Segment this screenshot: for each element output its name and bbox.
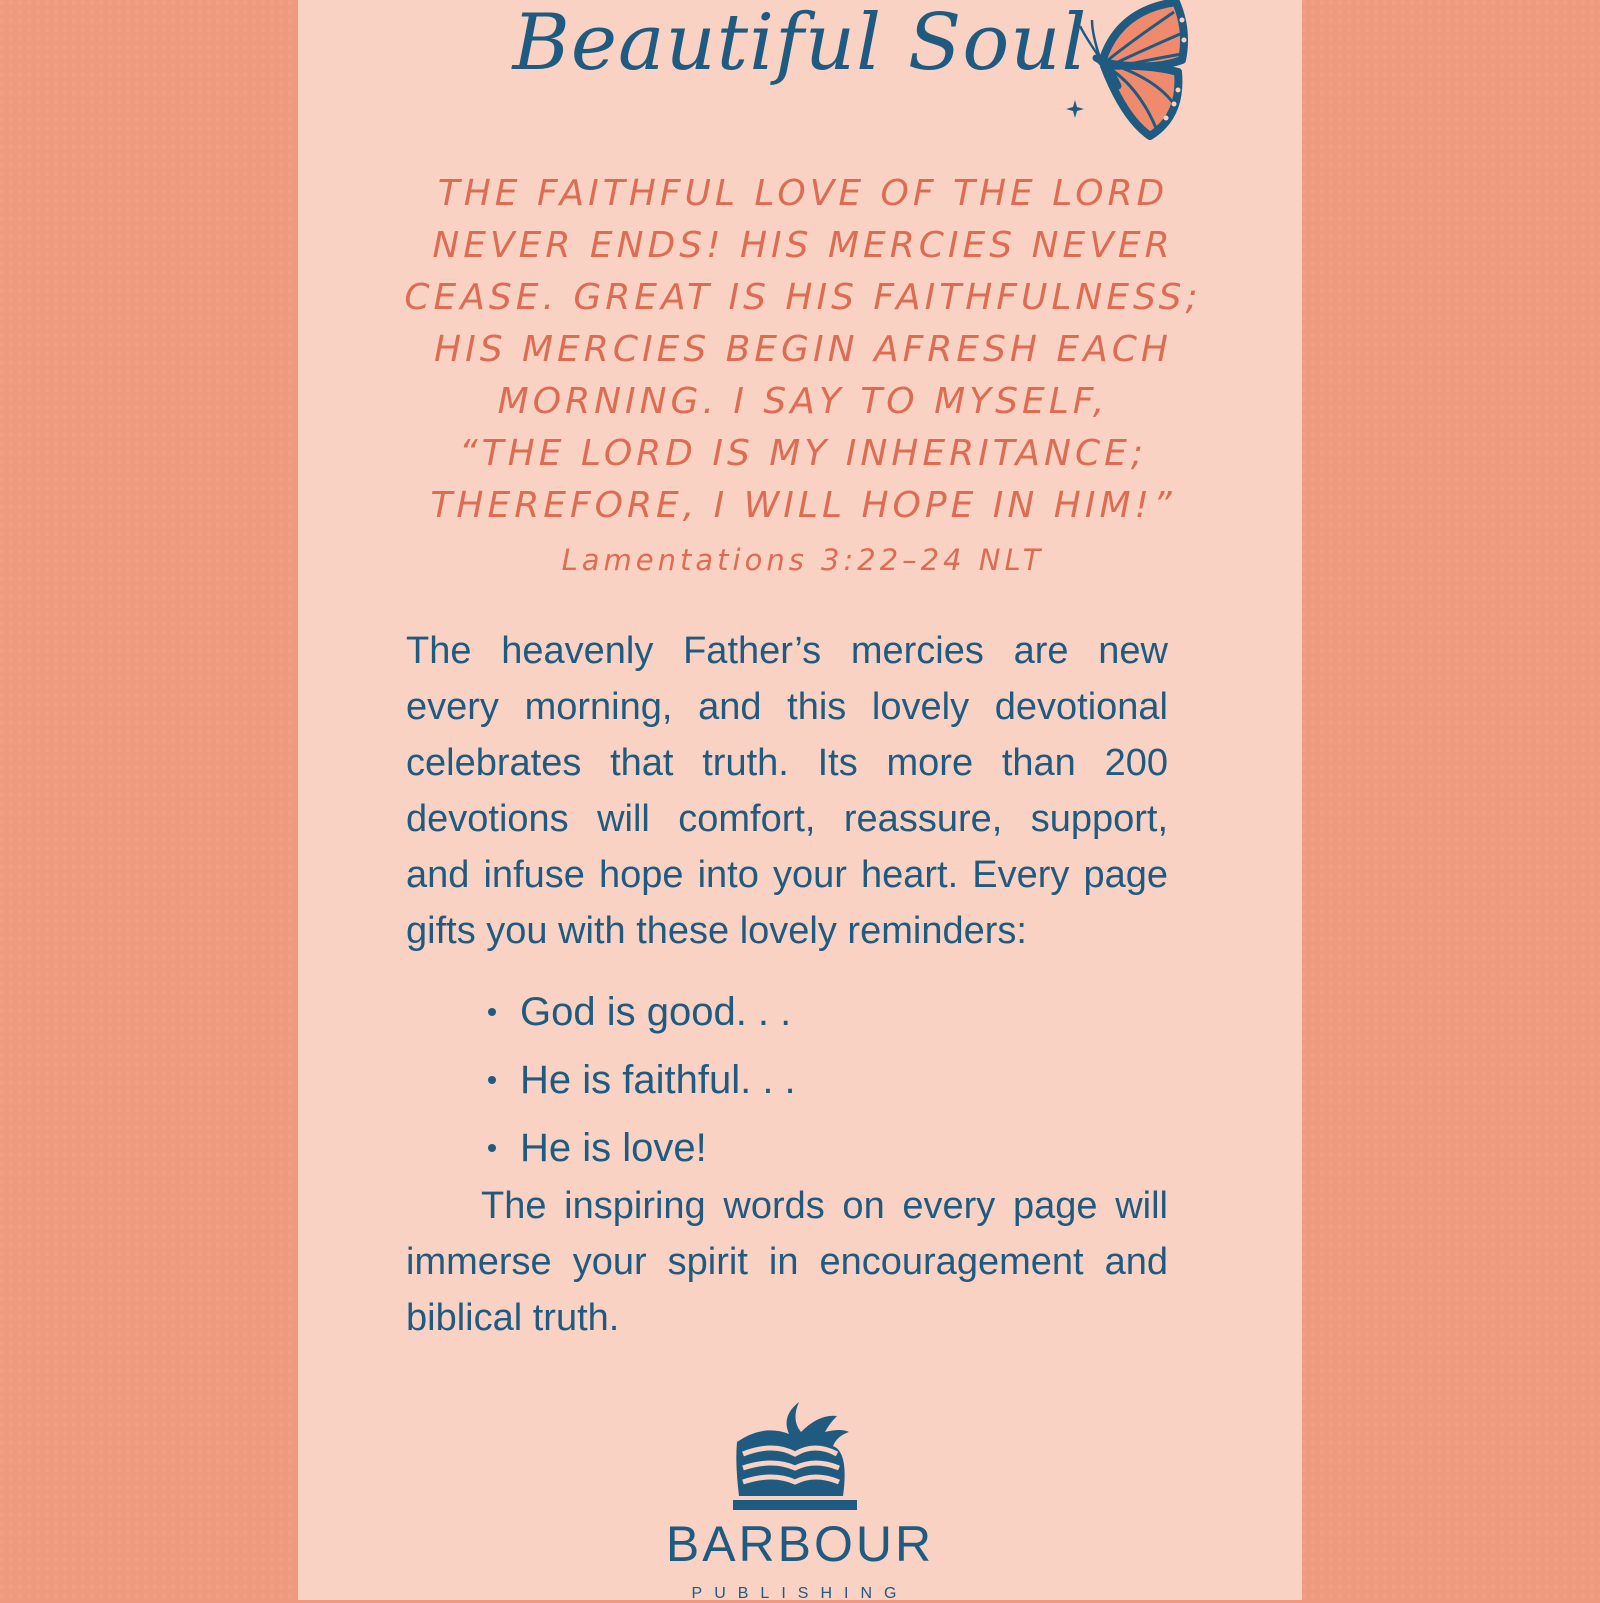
reminder-text: God is good. . . (520, 990, 792, 1034)
reminder-text: He is faithful. . . (520, 1058, 796, 1102)
list-item (488, 1114, 796, 1182)
reminders-list (488, 978, 796, 1182)
cover-right-edge (1302, 0, 1600, 1600)
book-title: Beautiful Soul (512, 0, 1088, 88)
publisher-subtitle: PUBLISHING (691, 1585, 909, 1602)
bullet-icon (488, 1076, 496, 1084)
publisher-name: BARBOUR (665, 1516, 935, 1572)
verse-line: HIS MERCIES BEGIN AFRESH EACH (434, 329, 1172, 370)
closing-text: The inspiring words on every page will immerse your spirit in encouragement and biblical truth. (406, 1185, 1168, 1339)
book-description: The heavenly Father’s mercies are new every morning, and this lovely devotional celebrates that truth. Its more than 200 devotions will comfort, reassure, support, and infuse hope into your heart. Every page gifts you with these lovely reminders: (406, 630, 1168, 952)
verse-line: “THE LORD IS MY INHERITANCE; (458, 433, 1148, 474)
verse-line: THEREFORE, I WILL HOPE IN HIM!” (430, 485, 1176, 526)
bullet-icon (488, 1144, 496, 1152)
verse-line: CEASE. GREAT IS HIS FAITHFULNESS; (404, 277, 1202, 318)
verse-line: MORNING. I SAY TO MYSELF, (497, 381, 1109, 422)
cover-left-edge (0, 0, 298, 1600)
reminder-text: He is love! (520, 1126, 707, 1170)
scripture-quote (398, 168, 1208, 532)
verse-line: NEVER ENDS! HIS MERCIES NEVER (432, 225, 1174, 266)
closing-paragraph (406, 1178, 1168, 1346)
scripture-reference: Lamentations 3:22–24 NLT (561, 543, 1045, 577)
bullet-icon (488, 1008, 496, 1016)
list-item (488, 978, 796, 1046)
verse-line: THE FAITHFUL LOVE OF THE LORD (437, 173, 1169, 214)
sparkle-icon (1066, 100, 1084, 118)
butterfly-icon (1078, 0, 1208, 140)
back-cover-panel (298, 0, 1302, 1600)
publisher-book-logo-icon (733, 1402, 857, 1510)
list-item (488, 1046, 796, 1114)
